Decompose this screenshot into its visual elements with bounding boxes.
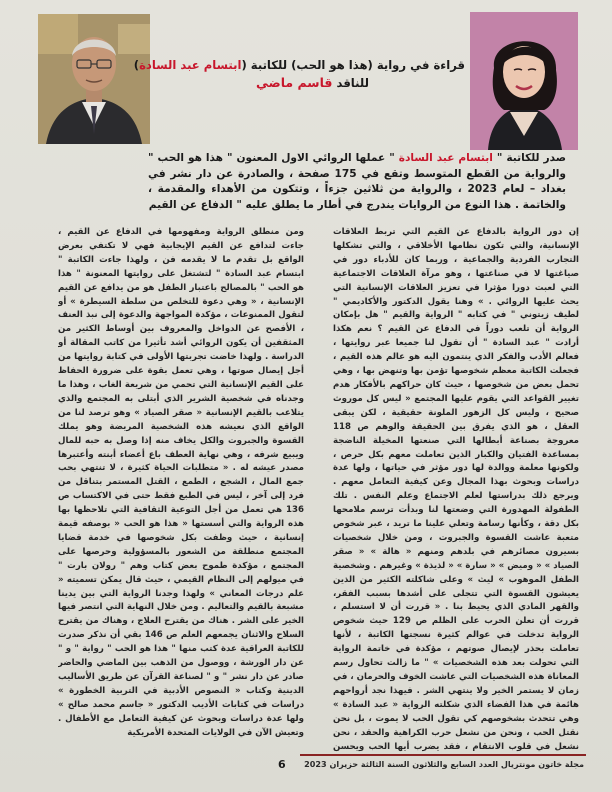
intro-lead: صدر للكاتبة " [492,152,566,164]
right-column-text: إن دور الرواية بالدفاع عن القيم التي تربط العلاقات الإنسانية، والتي تكون نظامها الأخلاقي ، والتي تشكلها التجارب الفردية والجماعية ، وربما كان للأدباء دور في صياغتها لا في صناعتها ، وهو مرآة العلاقات الاجتماعية التي لعبت دورا مؤثرا في تعزيز العلاقات الإنسانية التي يحث عليها الروائي . » وهنا يقول الدكتور والأكاديمي " لطيف زيتوني " في كتابه " الرواية والقيم " هل بإمكان الرواية أن تلعب دوراً في الدفاع عن القيم ؟ نعم هكذا أرادت " عبد السادة " أن تقول لنا جميعا عبر روايتها ، فعالم الأدب والفكر الذي ينتمون اليه هو عالم هذه القيم ، فجعلت الكاتبة معظم شخوصها تؤمن بها وتنهض بها ، وهي تحمل بعض من شخوصها ، حيث كان حراكهم بالأفكار هدم تغيير القواعد التي يقوم عليها المجتمع « ليس كل موروث صحيح ، وليس كل الزهور الملونة حقيقية ، لكن يبقى العقل ، هو الذي يفرق بين الحقيقة والوهم ص 118 معروجة بصناعة أبطالها التي صنعتها المخيلة الناضجة بمساعدة الفتيان والكبار الذين تعاملت معهم بكل حرص ، ولكونها معلمة ووالدة لها دور مؤثر في حياتها ، ولها عدة دراسات وبحوث بهذا المجال وعن كيفية التعامل معهم . ويرجع ذلك بدراستها لعلم الاجتماع وعلم النفس . تلك الطفولة المهدورة التي وضعتها لنا وبدأت ترسم ملامحها بكل دقة ، وكأنها رسامة وتعلي علينا ما تريد ، عبر شخوص متعبة عاشت القسوة والجبروت ، ومن خلال شخصيات بسيرون مصائرهم في بلدهم ومنهم « هالة » « صقر الصياد » « وميض » « سارة » « لذيذة » وغيرهم . وشخصية الطفل الموهوب » ليث » وعلى شاكلته الكثير من الذين يعيشون القسوة التي تتجلى على أشدها بسبب الفقر، والقهر المادي الذي يحيط بنا . « قررت أن لا استسلم ، قررت أن تعلن الحرب على الظلم ص 129 حيث شخوص الرواية تدخلت في عوالم كثيرة نسجتها الكاتبة ، لأنها تعاملت بحذر لإيصال صوتهم ، مؤكدة في خاتمة الرواية التي تحولت بعد هذه الشخصيات » " ما زالت تحاول رسم المعاناة هذه الشخصيات التي عاشت الخوف والحرمان ، في زمان لا يستمر الخير ولا ينتهي الشر . فيهذا نجد أرواحهم هائمة في هذا الفضاء الذي شكلته الرواية « عبد السادة » وهي تتحدث بشخوصهم كي تقول الحب لا يموت ، بل نحن نقتل الحب ، ونحن من نشعل حرب الكراهية والحقد ، نحن نشعل في قلوب الانتقام ، فقد يضرب أيها الحب ويحسن [333,227,579,752]
intro-paragraph [148,151,566,214]
critic-photo [38,14,150,144]
page-number: 6 [278,758,286,771]
article-heading [133,56,465,92]
title-suffix: ) [133,58,140,72]
author-name: ابتسام عبد السادة [139,58,242,72]
critic-name: قاسم ماضي [256,75,333,90]
author-photo [470,12,578,150]
footer-rule [300,754,586,756]
article-column-left [58,226,304,752]
intro-author-name: ابتسام عبد السادة [398,152,493,164]
title-line [133,56,465,74]
left-column-text: ومن منطلق الرواية ومفهومها في الدفاع عن القيم ، جاءت لتدافع عن القيم الإيجابية فهي لا تكتفي بعرض الواقع بل تقدم ما لا يقدمه فن ، ولهذا جاءت الكاتبة " ابتسام عبد السادة " لتشتغل على روايتها المعنونة " هذا هو الحب " بالمصالح باعتبار الطفل هو من يدافع عن القيم الإنسانية ، « وهي دعوة للتخلص من سلطة السيطرة » أو لتقول الممنوعات ، مؤكدة المواجهة والدعوة إلى نبذ العنف ، الأفصح عن الدواخل والمعروف بين أوساط الكثير من المثقفين أن يكون الروائي أشد تأثيرا من كاتب المقالة أو الدراسة . ولهذا خاضت تجربتها الأولى في كتابة روايتها من أجل إيصال صوتها ، وهي تعمل بقوة على ضرورة الحفاظ على القيم الإنسانية التي تحمي من شريعة الغاب ، وهذا ما وجدناه في شخصية الشرير الذي أبتلى به المجتمع والذي يتلاعب بالقيم الإنسانية « صقر الصياد » وهو ترصد لنا من الواقع الذي نعيشه هذه الشخصية المريضة وهو يملك القسوة والجبروت والكل يخاف منه إذا وصل به حبه للمال ويبيع شرفه ، وهي نهاية العطف باع أعضاء أبنته وأعتبرها مصدر عيشه له . « متطلبات الحياة كثيرة ، لا تنتهي بحب جمع المال ، الشجع ، الطمع ، القتل المستمر بتناقل من فرد إلى آخر ، ليس في الطبع فقط حتى في الاكتساب ص 136 هي تعمل من أجل التوعية الثقافية التي تلاحظها بها هذه الرواية والتي أسستها « هذا هو الحب « بوصفه قيمة إنسانية ، حيث وظفت بكل شخوصها في خدمة قضايا المجتمع منطلقة من الشعور بالمسؤولية وحرصها على المجتمع ، مؤكدة طموح بعض كتاب وهم " رولان بارت " في ميولهم إلى النظام القيمي ، حيث قال يمكن تسميته « علم درجات المعاني » ولهذا وجدنا الرواية التي بين يدينا مشبعة بالقيم والتعاليم . ومن خلال النهاية التي انتصر فيها الخير على الشر . هناك من يقترح العلاج ، وهناك من يقترح السلاح والاثنان يجمعهم العلم ص 146 بقي أن نذكر صدرت للكاتبة العراقية عدة كتب منها " هذا هو الحب " رواية " و " عن دار الورشة ، ووصول من الذهب بين الماضي والحاضر صادر عن دار نشر " و " لصناعة القرآن عن طريق الأساليب الدينية وكتاب « النصوص الأدبية في التربية الخطورة » دراسات في كتابات الأديب الدكتور « جاسم محمد صالح » ولها عدة دراسات وبحوث عن كيفية التعامل مع الأطفال . وتعيش الآن في الولايات المتحدة الأمريكية [58,227,304,738]
critic-prefix: للناقد [332,76,369,90]
magazine-footer: مجلة خاتون مونتريال العدد السابع والثلاثون السنة الثالثة حزيران 2023 [304,759,584,769]
critic-portrait-image [38,14,150,144]
intro-body: " عملها الروائي الاول المعنون " هذا هو الحب " والرواية من القطع المتوسط وتقع في 175 صفحة ، والصادرة عن دار نشر في بغداد – لعام 2023 ، والرواية من ثلاثين جزءاً ، وتتكون من الأهداء والمقدمة ، والخاتمة . هذا النوع من الروايات يندرج في أطار ما يطلق عليه " الدفاع عن القيم [148,152,566,212]
title-prefix: قراءة في رواية (هذا هو الحب) للكاتبة ( [241,58,465,72]
author-portrait-image [470,12,578,150]
critic-line [160,74,465,92]
article-column-right [333,226,579,752]
